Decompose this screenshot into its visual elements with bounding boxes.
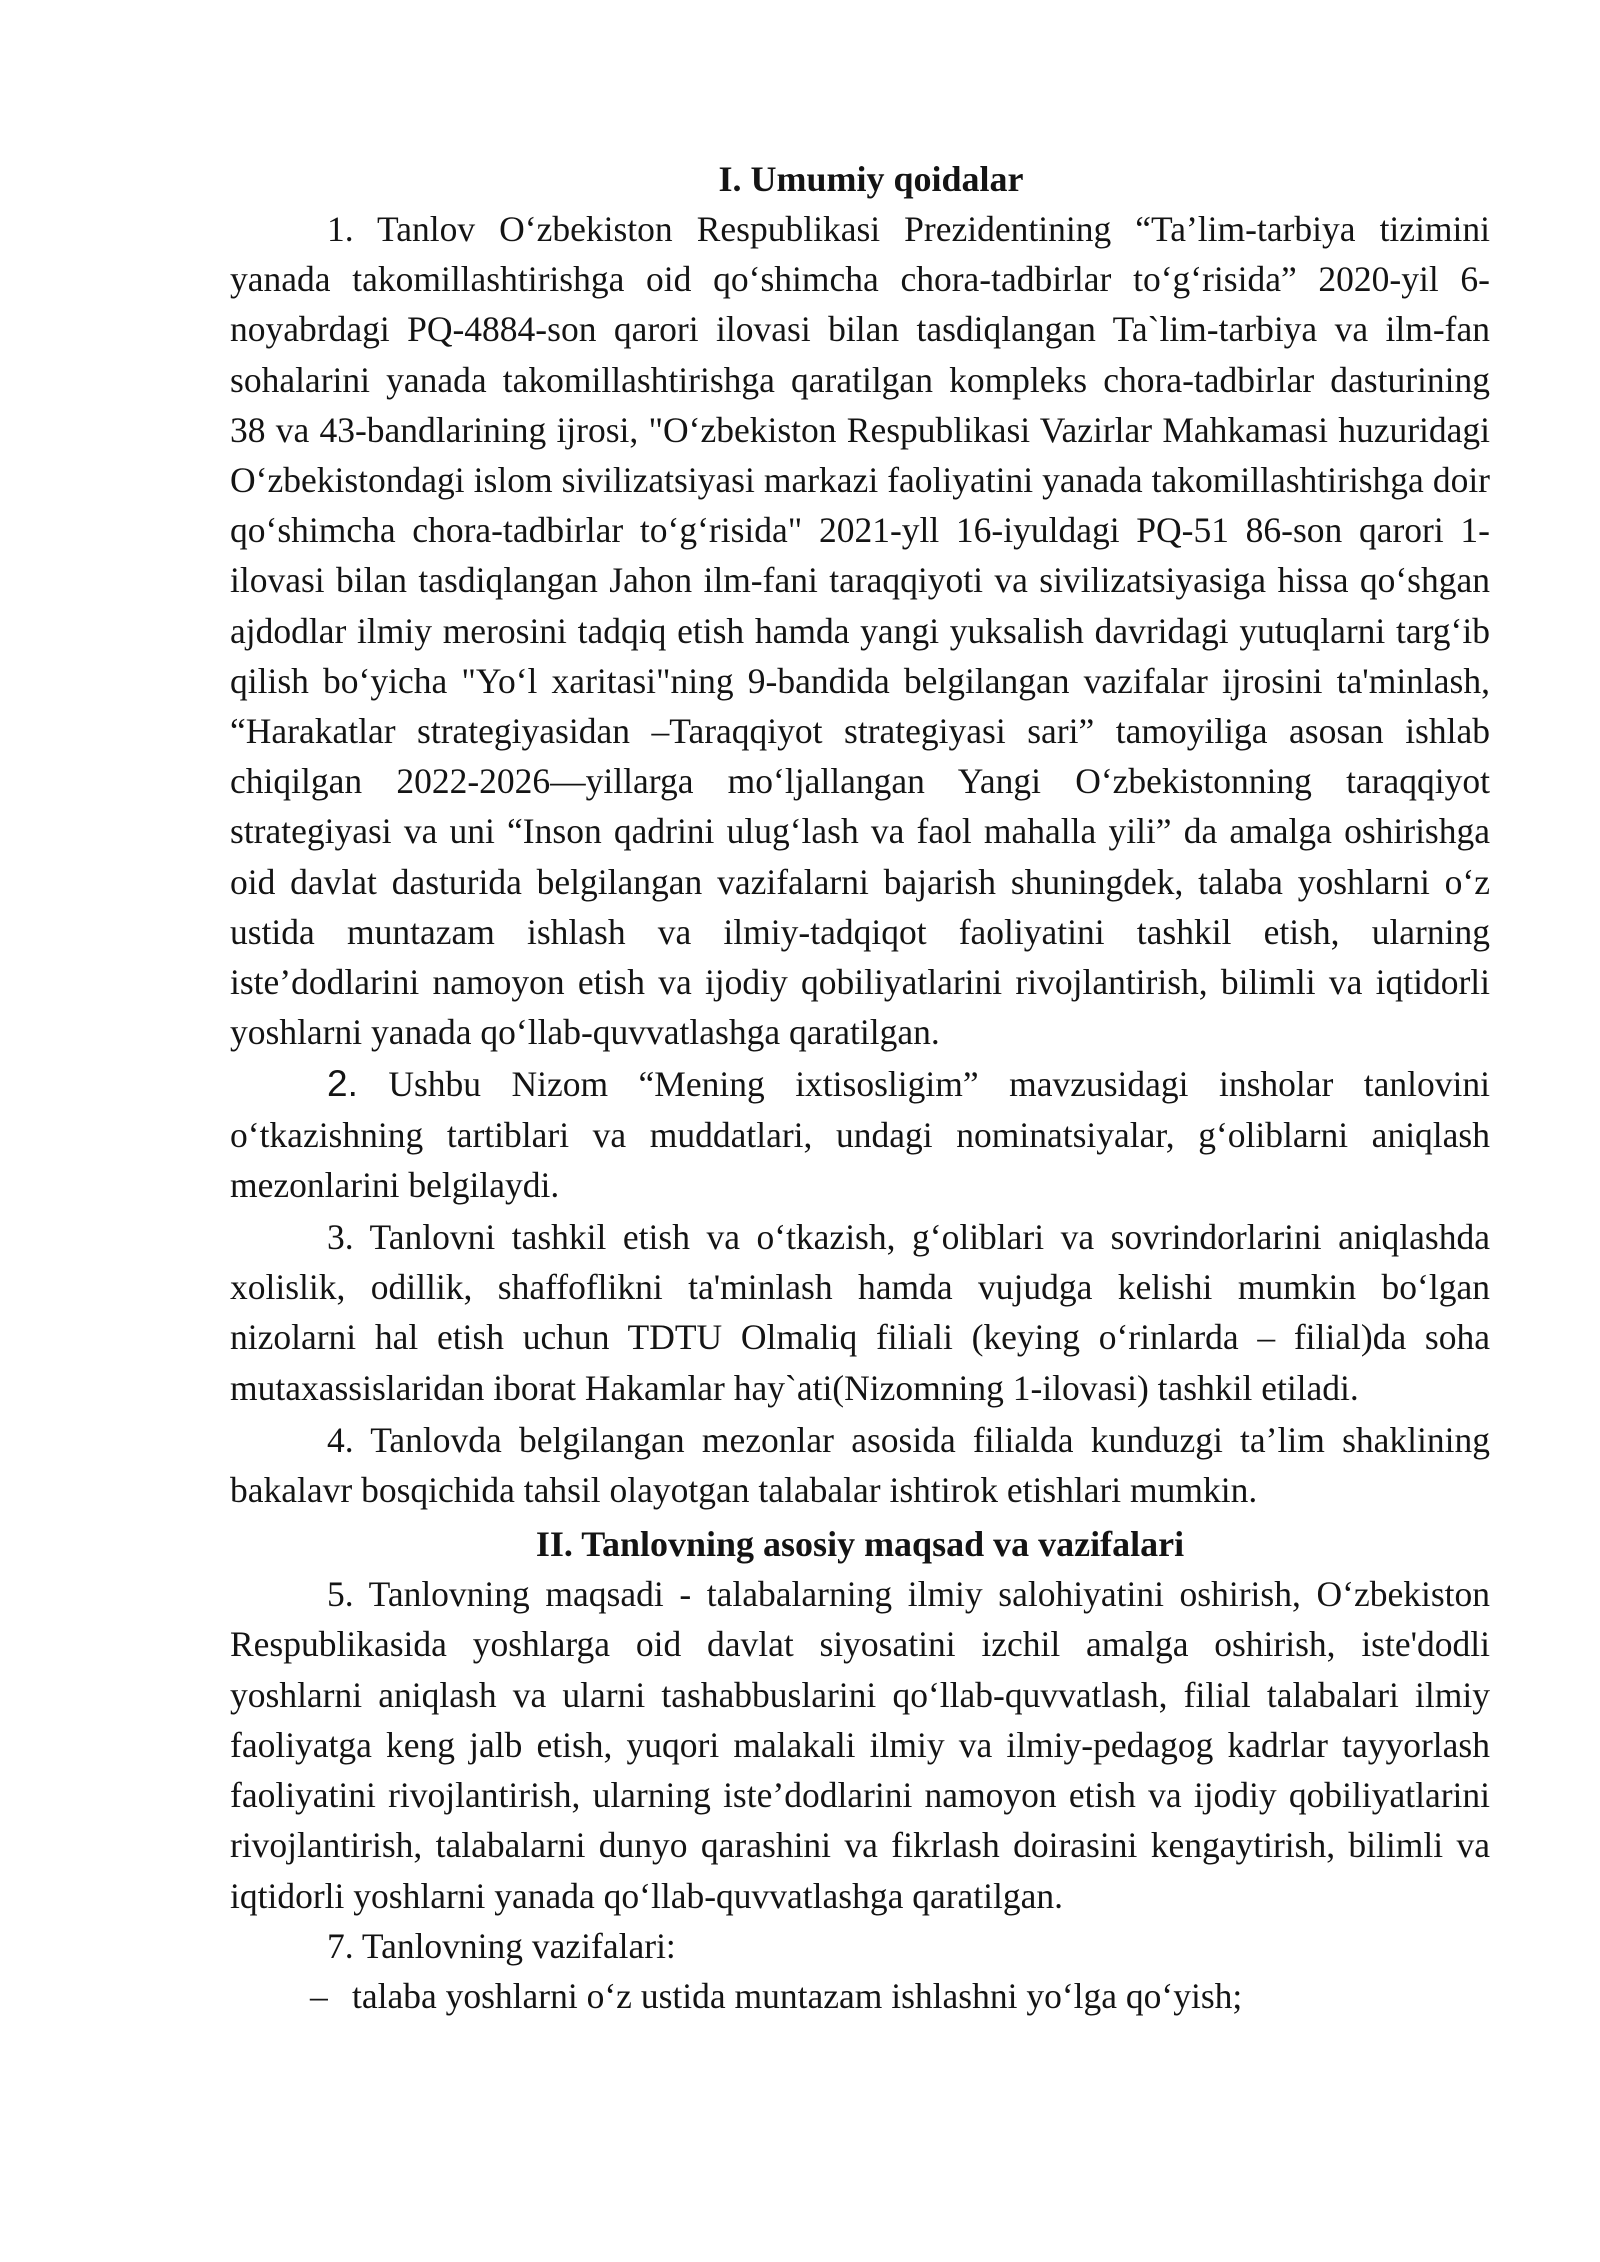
section-2-heading: II. Tanlovning asosiy maqsad va vazifalari [535,1524,1185,1565]
paragraph-2-text: Ushbu Nizom “Mening ixtisosligim” mavzusidagi insholar tanlovini o‘tkazishning tartiblari va muddatlari, undagi nominatsiyalar, g‘oliblarni aniqlash mezonlarini belgilaydi. [230,1064,1490,1205]
paragraph-2-number: 2. [327,1063,358,1105]
paragraph-3: 3. Tanlovni tashkil etish va o‘tkazish, g‘oliblari va sovrindorlarini aniqlashda xolislik, odillik, shaffoflikni ta'minlash hamda vujudga kelishi mumkin bo‘lgan nizolarni hal etish uchun TDTU Olmaliq filiali (keying o‘rinlarda – filial)da soha mutaxassislaridan iborat Hakamlar hay`ati(Nizomning 1-ilovasi) tashkil etiladi. [230,1217,1490,1408]
paragraph-4: 4. Tanlovda belgilangan mezonlar asosida filialda kunduzgi ta’lim shaklining bakalavr bosqichida tahsil olayotgan talabalar ishtirok etishlari mumkin. [230,1419,1490,1511]
paragraph-1: 1. Tanlov O‘zbekiston Respublikasi Prezidentining “Ta’lim-tarbiya tizimini yanada takomillashtirishga oid qo‘shimcha chora-tadbirlar to‘g‘risida” 2020-yil 6-noyabrdagi PQ-4884-son qarori ilovasi bilan tasdiqlangan Ta`lim-tarbiya va ilm-fan sohalarini yanada takomillashtirishga qaratilgan kompleks chora-tadbirlar dasturining 38 va 43-bandlarining ijrosi, "O‘zbekiston Respublikasi Vazirlar Mahkamasi huzuridagi O‘zbekistondagi islom sivilizatsiyasi markazi faoliyatini yanada takomillashtirishga doir qo‘shimcha chora-tadbirlar to‘g‘risida" 2021-yll 16-iyuldagi PQ-51 86-son qarori 1-ilovasi bilan tasdiqlangan Jahon ilm-fani taraqqiyoti va sivilizatsiyasiga hissa qo‘shgan ajdodlar ilmiy merosini tadqiq etish hamda yangi yuksalish davridagi yutuqlarni targ‘ib qilish bo‘yicha "Yo‘l xaritasi"ning 9-bandida belgilangan vazifalar ijrosini ta'minlash, “Harakatlar strategiyasidan –Taraqqiyot strategiyasi sari” tamoyiliga asosan ishlab chiqilgan 2022-2026—yillarga mo‘ljallangan Yangi O‘zbekistonning taraqqiyot strategiyasi va uni “Inson qadrini ulug‘lash va faol mahalla yili” da amalga oshirishga oid davlat dasturida belgilangan vazifalarni bajarish shuningdek, talaba yoshlarni o‘z ustida muntazam ishlash va ilmiy-tadqiqot faoliyatini tashkil etish, ularning iste’dodlarini namoyon etish va ijodiy qobiliyatlarini rivojlantirish, bilimli va iqtidorli yoshlarni yanada qo‘llab-quvvatlashga qaratilgan. [230,209,1490,1053]
section-1-heading: I. Umumiy qoidalar [718,159,1024,199]
dash-bullet: – [310,1975,328,2016]
paragraph-7: 7. Tanlovning vazifalari: [327,1925,676,1966]
task-list-item [230,1971,1490,2021]
task-list-item-text: talaba yoshlarni o‘z ustida muntazam ishlashni yo‘lga qo‘yish; [352,1975,1243,2016]
paragraph-5: 5. Tanlovning maqsadi - talabalarning ilmiy salohiyatini oshirish, O‘zbekiston Respublikasida yoshlarga oid davlat siyosatini izchil amalga oshirish, iste'dodli yoshlarni aniqlash va ularni tashabbuslarini qo‘llab-quvvatlash, filial talabalari ilmiy faoliyatga keng jalb etish, yuqori malakali ilmiy va ilmiy-pedagog kadrlar tayyorlash faoliyatini rivojlantirish, ularning iste’dodlarini namoyon etish va ijodiy qobiliyatlarini rivojlantirish, talabalarni dunyo qarashini va fikrlash doirasini kengaytirish, bilimli va iqtidorli yoshlarni yanada qo‘llab-quvvatlashga qaratilgan. [230,1574,1490,1916]
paragraph-2 [230,1059,1490,1210]
document-page [230,150,1490,2021]
